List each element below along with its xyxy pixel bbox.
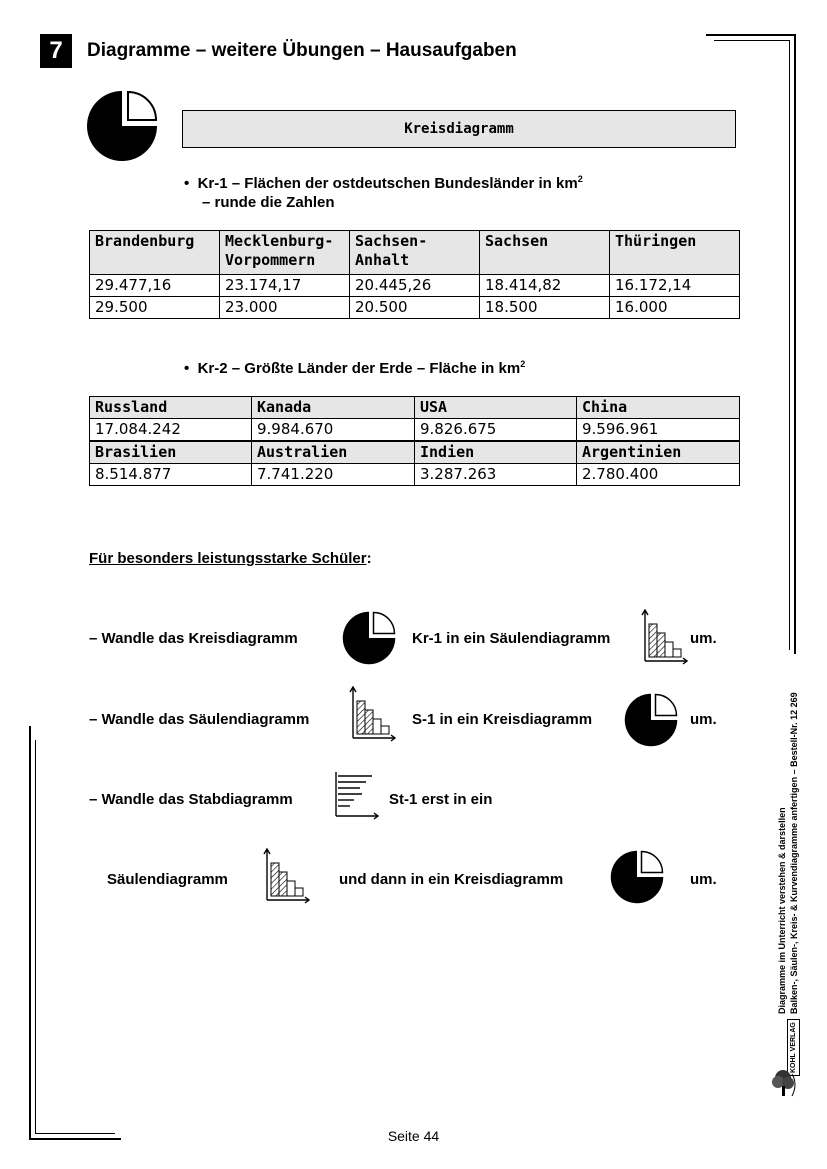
frame-line: [29, 726, 31, 1140]
table-cell: Russland: [90, 397, 252, 419]
task4-text-a: Säulendiagramm: [107, 871, 228, 888]
superscript: 2: [577, 174, 583, 184]
table-cell: Sachsen-Anhalt: [350, 231, 480, 275]
task2-text-b: S-1 in ein Kreisdiagramm: [412, 711, 593, 728]
extra-heading: [89, 550, 372, 567]
table-cell: 9.826.675: [415, 419, 577, 442]
table-header-row: [90, 231, 740, 275]
exercise-kr2-line1: Kr-2 – Größte Länder der Erde – Fläche in km: [197, 360, 521, 377]
page-number: Seite 44: [387, 1128, 440, 1144]
table-cell: 20.500: [350, 297, 480, 319]
table-row: [90, 464, 740, 486]
table-row: [90, 275, 740, 297]
extra-heading-colon: :: [366, 550, 372, 567]
table-cell: Thüringen: [610, 231, 740, 275]
pie-chart-icon: [624, 693, 678, 747]
sidebar-text-line1: Diagramme im Unterricht verstehen & darstellen: [777, 807, 787, 1014]
table-cell: China: [577, 397, 740, 419]
table-kr1: [89, 230, 740, 319]
tree-logo-icon: [770, 1064, 800, 1098]
table-kr2: [89, 396, 740, 486]
table-cell: 16.172,14: [610, 275, 740, 297]
frame-line: [789, 40, 790, 650]
table-cell: Australien: [252, 441, 415, 464]
frame-line: [35, 740, 36, 1134]
table-cell: 8.514.877: [90, 464, 252, 486]
table-header-row: [90, 441, 740, 464]
table-cell: 18.414,82: [480, 275, 610, 297]
exercise-kr1-heading: [184, 174, 583, 192]
table-cell: 23.174,17: [220, 275, 350, 297]
table-row: [90, 297, 740, 319]
table-row: [90, 419, 740, 442]
extra-heading-text: Für besonders leistungsstarke Schüler: [89, 550, 367, 567]
table-cell: Argentinien: [577, 441, 740, 464]
pie-chart-icon: [86, 90, 158, 162]
frame-line: [706, 34, 796, 36]
publisher-logo-text: KOHL VERLAG: [787, 1019, 800, 1076]
table-cell: Brasilien: [90, 441, 252, 464]
section-banner: Kreisdiagramm: [182, 110, 736, 148]
task2-text-a: – Wandle das Säulendiagramm: [89, 711, 310, 728]
task3-text-a: – Wandle das Stabdiagramm: [89, 791, 293, 808]
table-cell: 2.780.400: [577, 464, 740, 486]
table-cell: Mecklenburg-Vorpommern: [220, 231, 350, 275]
table-cell: 17.084.242: [90, 419, 252, 442]
table-cell: 3.287.263: [415, 464, 577, 486]
table-cell: 29.477,16: [90, 275, 220, 297]
task1-text-c: um.: [690, 630, 717, 647]
pie-chart-icon: [610, 850, 664, 904]
task1-text-b: Kr-1 in ein Säulendiagramm: [412, 630, 611, 647]
task4-text-c: um.: [690, 871, 717, 888]
task1-text-a: – Wandle das Kreisdiagramm: [89, 630, 298, 647]
table-cell: 18.500: [480, 297, 610, 319]
task4-text-b: und dann in ein Kreisdiagramm: [339, 871, 564, 888]
table-cell: 23.000: [220, 297, 350, 319]
exercise-kr1-line1: Kr-1 – Flächen der ostdeutschen Bundesländer in km: [197, 175, 578, 192]
chapter-number: 7: [40, 34, 72, 68]
table-cell: USA: [415, 397, 577, 419]
superscript: 2: [520, 359, 526, 369]
table-cell: 29.500: [90, 297, 220, 319]
table-cell: Kanada: [252, 397, 415, 419]
frame-line: [714, 40, 790, 41]
page-title: Diagramme – weitere Übungen – Hausaufgaben: [87, 40, 517, 61]
column-chart-icon: [638, 609, 690, 665]
task2-text-c: um.: [690, 711, 717, 728]
table-cell: Sachsen: [480, 231, 610, 275]
bar-chart-icon: [332, 770, 382, 822]
bullet-icon: •: [184, 360, 198, 377]
column-chart-icon: [346, 686, 398, 742]
table-cell: 9.984.670: [252, 419, 415, 442]
table-cell: 20.445,26: [350, 275, 480, 297]
bullet-icon: •: [184, 175, 198, 192]
pie-chart-icon: [342, 611, 396, 665]
task3-text-b: St-1 erst in ein: [389, 791, 493, 808]
exercise-kr2-heading: [184, 359, 525, 377]
exercise-kr1-line2: – runde die Zahlen: [202, 194, 335, 211]
table-cell: Brandenburg: [90, 231, 220, 275]
frame-line: [794, 34, 796, 654]
table-cell: 9.596.961: [577, 419, 740, 442]
table-cell: 7.741.220: [252, 464, 415, 486]
table-cell: Indien: [415, 441, 577, 464]
sidebar-text-line2: Balken-, Säulen-, Kreis- & Kurvendiagramme anfertigen – Bestell-Nr. 12 269: [789, 692, 799, 1014]
table-header-row: [90, 397, 740, 419]
column-chart-icon: [260, 848, 312, 904]
table-cell: 16.000: [610, 297, 740, 319]
